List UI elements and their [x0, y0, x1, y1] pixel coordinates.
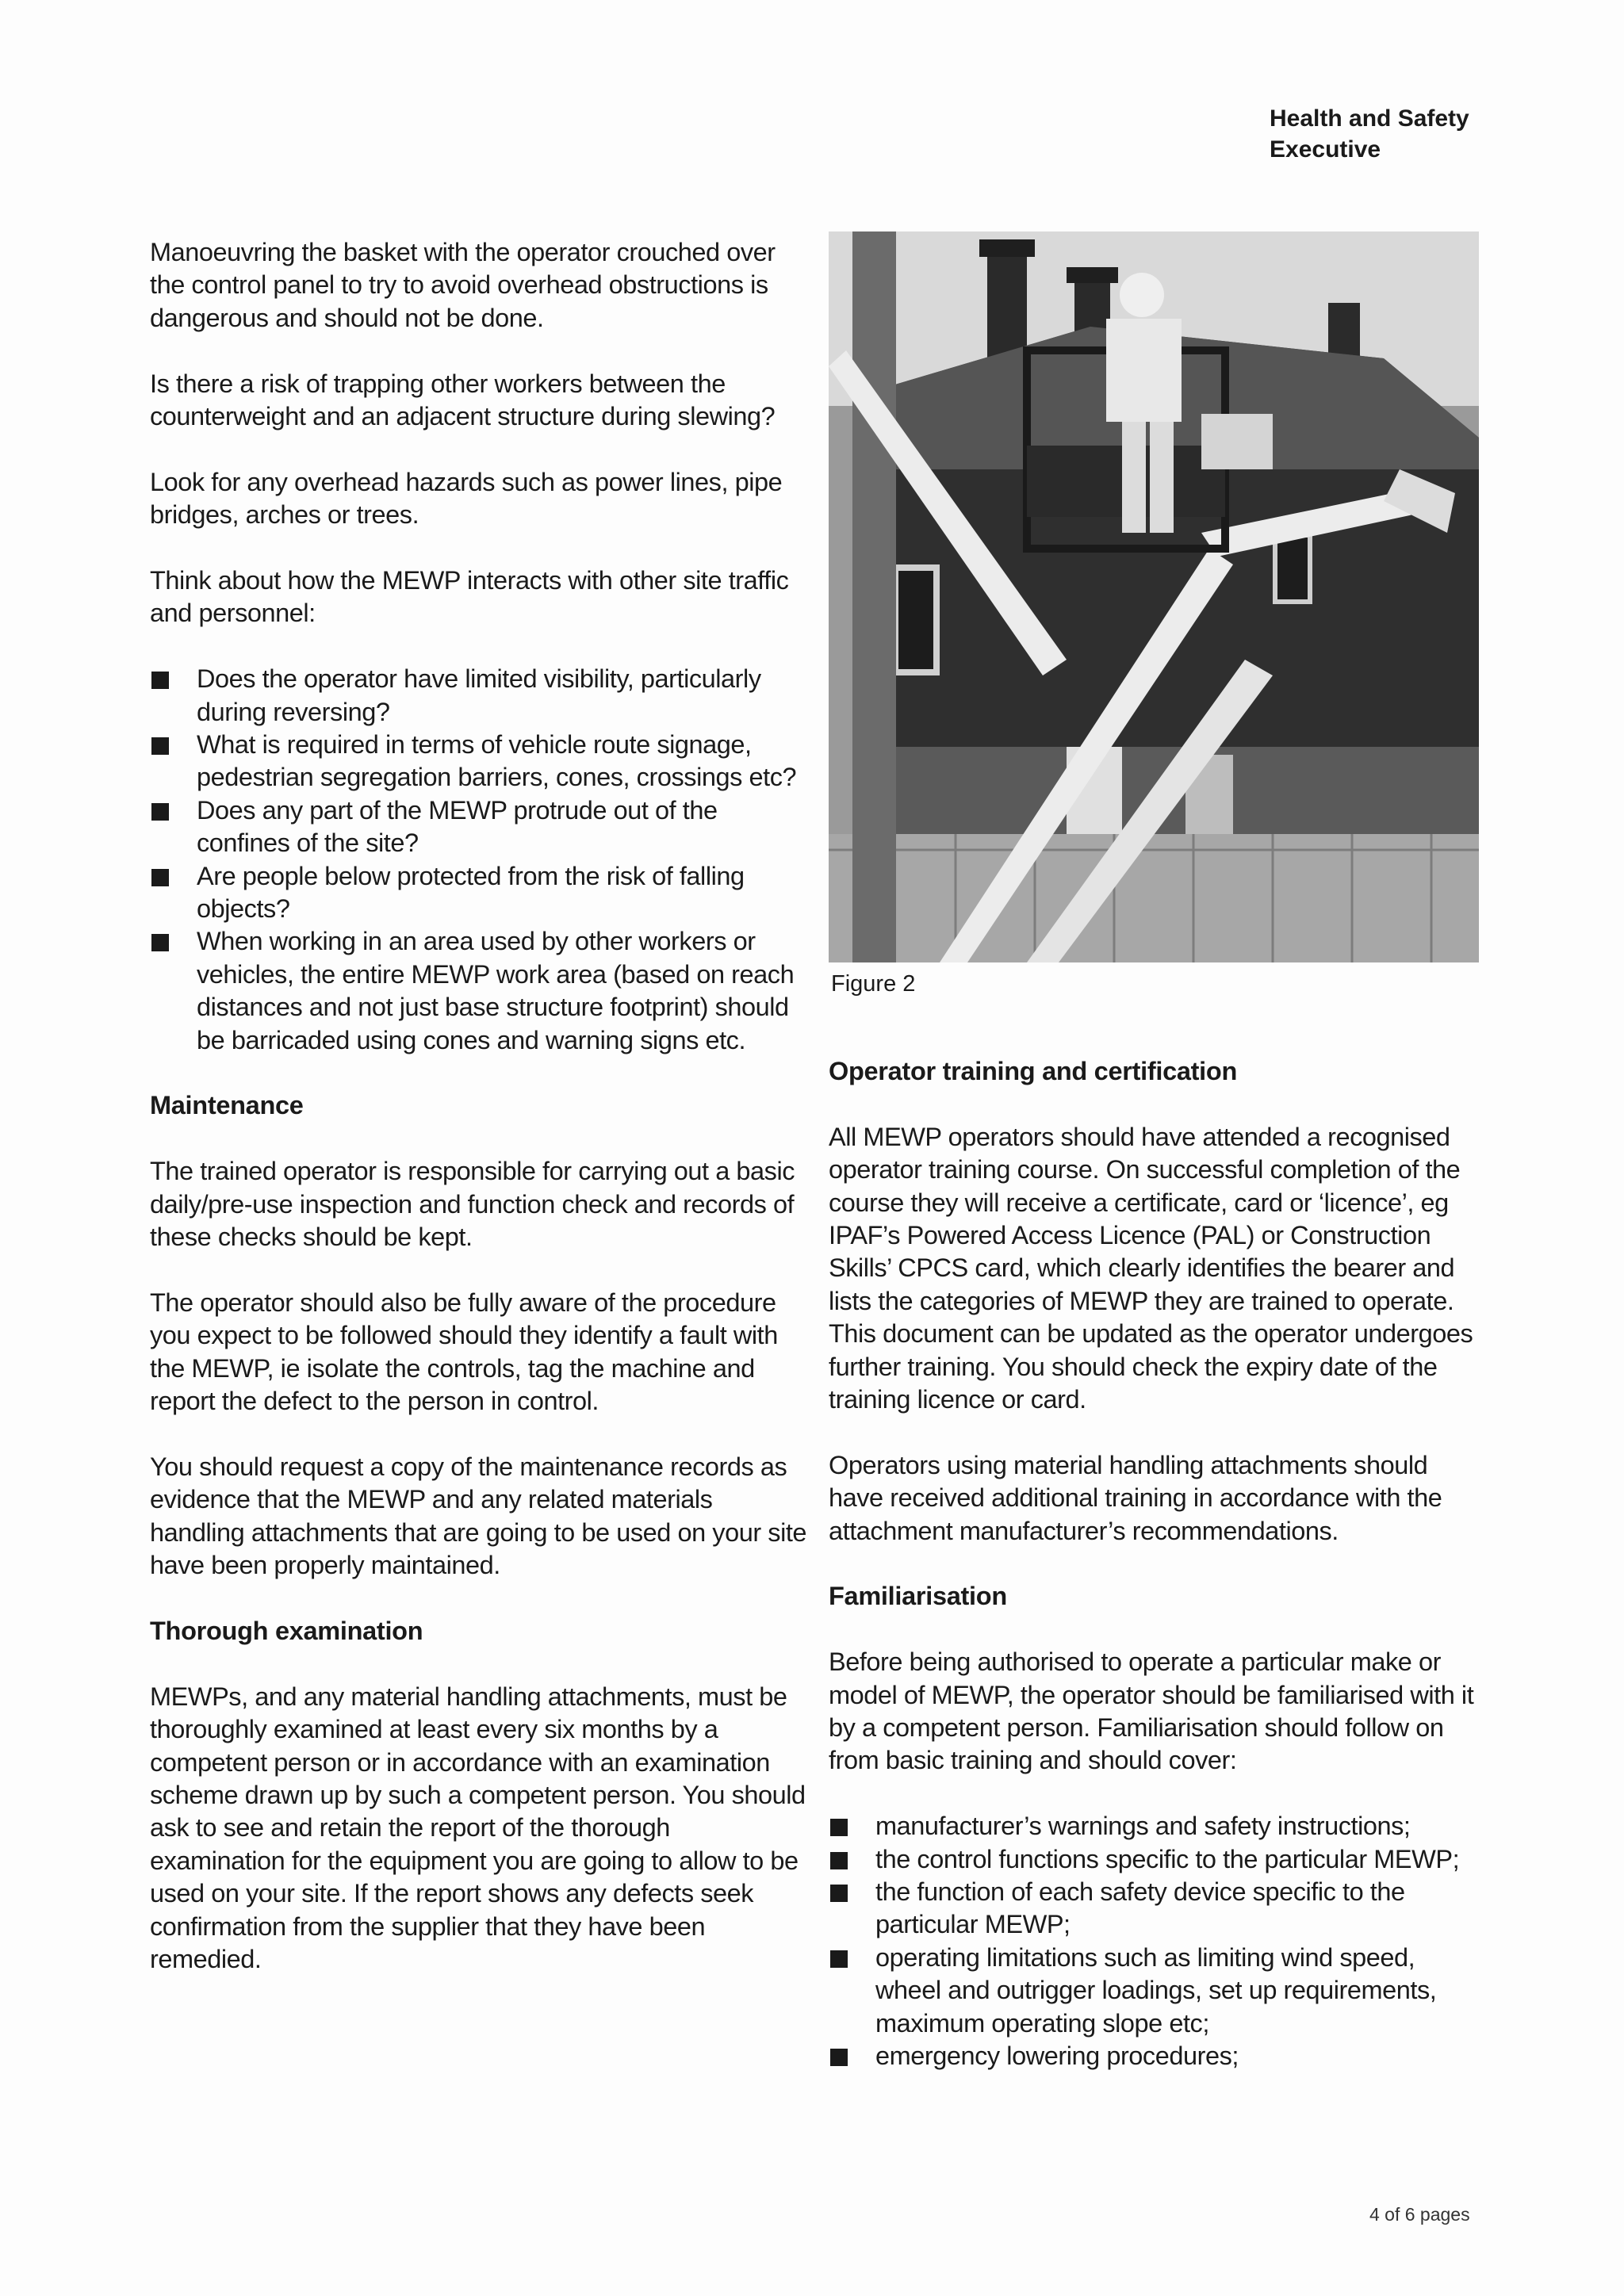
paragraph: Think about how the MEWP interacts with other site traffic and personnel: — [150, 566, 789, 628]
bullet-item: emergency lowering procedures; — [829, 2040, 1487, 2072]
section-heading-operator-training: Operator training and certification — [829, 1057, 1237, 1085]
bullet-item: manufacturer’s warnings and safety instructions; — [829, 1810, 1487, 1843]
paragraph: Operators using material handling attachments should have received additional training in accordance with the attachment manufacturer’s recommendations. — [829, 1450, 1442, 1545]
publisher-name — [1270, 103, 1531, 165]
figure-photo-mewp — [829, 232, 1479, 962]
bullet-item: Does any part of the MEWP protrude out of the confines of the site? — [150, 794, 808, 860]
paragraph: Is there a risk of trapping other workers between the counterweight and an adjacent structure during slewing? — [150, 369, 776, 431]
page-number: 4 of 6 pages — [1369, 2204, 1470, 2225]
bullet-item: What is required in terms of vehicle route signage, pedestrian segregation barriers, cones, crossings etc? — [150, 729, 808, 794]
paragraph: The trained operator is responsible for carrying out a basic daily/pre-use inspection and function check and records of these checks should be kept. — [150, 1157, 795, 1252]
paragraph: All MEWP operators should have attended a recognised operator training course. On successful completion of the course they will receive a certificate, card or ‘licence’, eg IPAF’s Powered Access Licence (PAL) or Construction Skills’ CPCS card, which clearly identifies the bearer and lists the categories of MEWP they are trained to operate. This document can be updated as the operator undergoes further training. You should check the expiry date of the training licence or card. — [829, 1122, 1473, 1414]
paragraph: MEWPs, and any material handling attachments, must be thoroughly examined at least every six months by a competent person or in accordance with an examination scheme drawn up by such a competent person. You should ask to see and retain the report of the thorough examination for the equipment you are going to allow to be used on your site. If the report shows any defects seek confirmation from the supplier that they have been remedied. — [150, 1682, 806, 1973]
familiarisation-bullet-list — [829, 1810, 1487, 2072]
publisher-line-1: Health and Safety — [1270, 105, 1469, 132]
paragraph: Manoeuvring the basket with the operator crouched over the control panel to try to avoid overhead obstructions is dangerous and should not be done. — [150, 238, 776, 332]
section-heading-maintenance: Maintenance — [150, 1091, 304, 1120]
figure-caption: Figure 2 — [831, 971, 916, 997]
paragraph: Before being authorised to operate a particular make or model of MEWP, the operator should be familiarised with it by a competent person. Familiarisation should follow on from basic training and should cover: — [829, 1647, 1474, 1775]
paragraph: You should request a copy of the maintenance records as evidence that the MEWP and any related materials handling attachments that are going to be used on your site have been properly maintained. — [150, 1452, 807, 1580]
bullet-item: the control functions specific to the particular MEWP; — [829, 1843, 1487, 1876]
bullet-item: When working in an area used by other workers or vehicles, the entire MEWP work area (based on reach distances and not just base structure footprint) should be barricaded using cones and warning signs etc. — [150, 925, 808, 1057]
bullet-item: Does the operator have limited visibility, particularly during reversing? — [150, 663, 808, 729]
left-column — [150, 236, 808, 2009]
traffic-bullet-list — [150, 663, 808, 1057]
section-heading-thorough-examination: Thorough examination — [150, 1616, 423, 1645]
paragraph: The operator should also be fully aware of the procedure you expect to be followed should they identify a fault with the MEWP, ie isolate the controls, tag the machine and report the defect to the person in control. — [150, 1288, 778, 1416]
section-heading-familiarisation: Familiarisation — [829, 1582, 1007, 1611]
bullet-item: operating limitations such as limiting wind speed, wheel and outrigger loadings, set up requirements, maximum operating slope etc; — [829, 1942, 1487, 2040]
publisher-line-2: Executive — [1270, 136, 1381, 163]
right-column — [829, 1055, 1487, 2106]
mewp-photo-illustration — [829, 232, 1479, 962]
paragraph: Look for any overhead hazards such as power lines, pipe bridges, arches or trees. — [150, 467, 783, 530]
bullet-item: the function of each safety device specific to the particular MEWP; — [829, 1876, 1487, 1942]
bullet-item: Are people below protected from the risk of falling objects? — [150, 860, 808, 926]
